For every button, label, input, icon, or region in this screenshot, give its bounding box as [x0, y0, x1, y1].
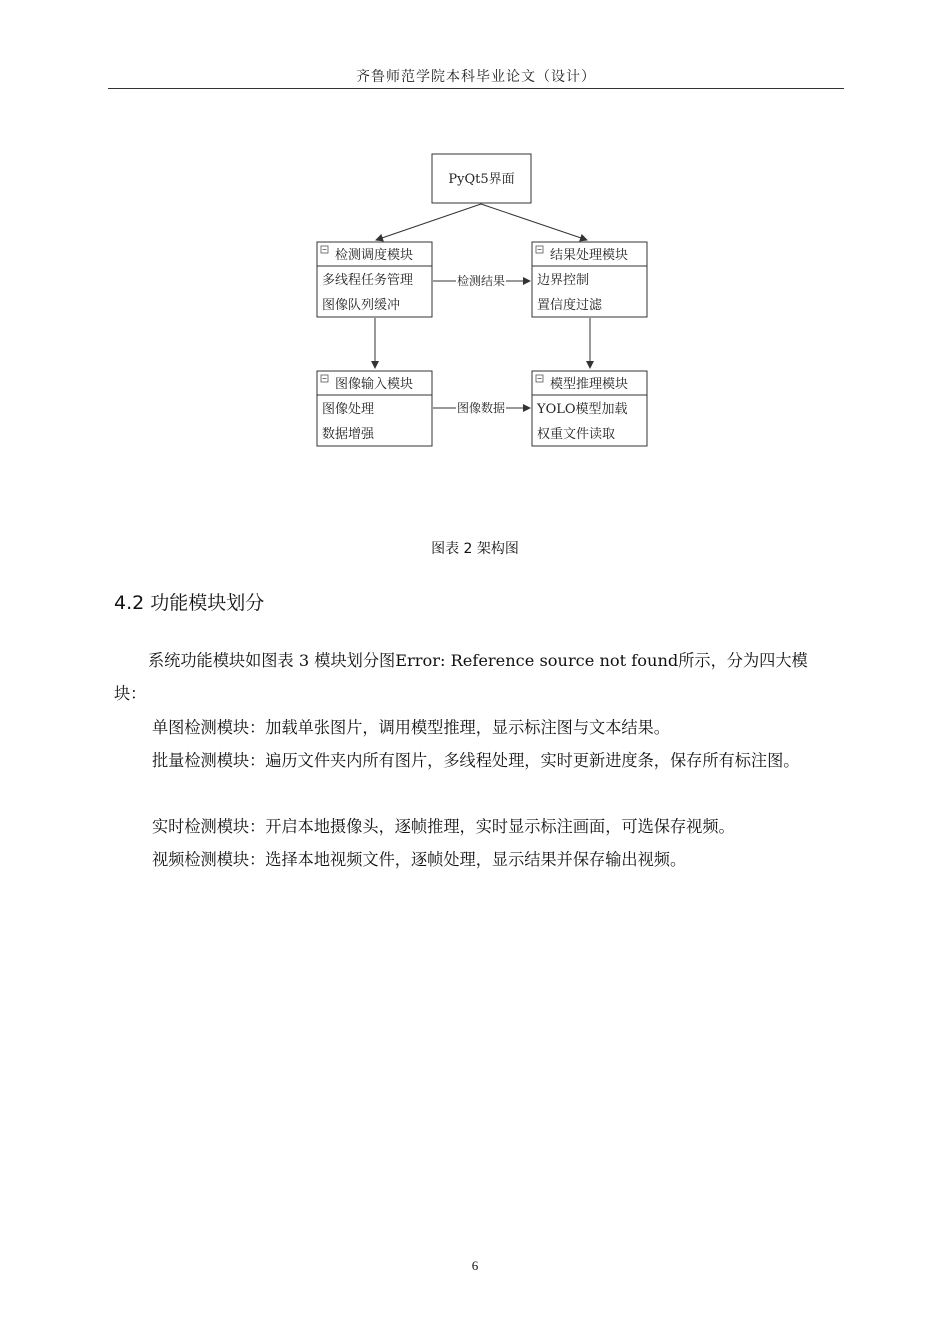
module-result-processing [532, 242, 647, 317]
module-model-inference [532, 371, 647, 446]
module-item: 图像队列缓冲 [322, 298, 401, 313]
module-item: 图像处理 [322, 402, 375, 417]
module-title: 结果处理模块 [550, 248, 629, 263]
architecture-diagram [0, 0, 950, 470]
arrow-ui-to-dispatch [376, 204, 481, 240]
body-paragraph: 单图检测模块：加载单张图片，调用模型推理，显示标注图与文本结果。 [152, 718, 670, 737]
module-detection-dispatch [317, 242, 432, 317]
arrow-label-detection-result: 检测结果 [456, 274, 506, 288]
body-paragraph: 实时检测模块：开启本地摄像头，逐帧推理，实时显示标注画面，可选保存视频。 [152, 817, 735, 836]
page-number: 6 [471, 1258, 479, 1273]
module-item: 多线程任务管理 [322, 273, 414, 288]
module-item: 数据增强 [322, 427, 375, 442]
collapse-icon [536, 246, 543, 253]
body-paragraph: 批量检测模块：遍历文件夹内所有图片，多线程处理，实时更新进度条，保存所有标注图。 [152, 751, 800, 770]
module-item: YOLO模型加载 [537, 402, 628, 417]
collapse-icon [321, 375, 328, 382]
figure-caption: 图表 2 架构图 [431, 541, 519, 557]
module-item: 置信度过滤 [537, 298, 603, 313]
module-title: 检测调度模块 [335, 248, 414, 263]
body-paragraph: 系统功能模块如图表 3 模块划分图Error: Reference source not found所示，分为四大模块： [114, 651, 808, 703]
arrow-ui-to-result [481, 204, 587, 240]
module-title: 图像输入模块 [335, 377, 414, 392]
section-heading: 4.2 功能模块划分 [114, 592, 265, 614]
module-image-input [317, 371, 432, 446]
collapse-icon [321, 246, 328, 253]
arrow-label-image-data: 图像数据 [456, 401, 506, 415]
page-header: 齐鲁师范学院本科毕业论文（设计） [356, 69, 596, 85]
module-item: 边界控制 [537, 273, 590, 288]
body-paragraph: 视频检测模块：选择本地视频文件，逐帧处理，显示结果并保存输出视频。 [152, 850, 687, 869]
module-title: 模型推理模块 [550, 377, 629, 392]
pyqt5-ui-label: PyQt5界面 [448, 172, 515, 187]
module-item: 权重文件读取 [537, 427, 616, 442]
collapse-icon [536, 375, 543, 382]
